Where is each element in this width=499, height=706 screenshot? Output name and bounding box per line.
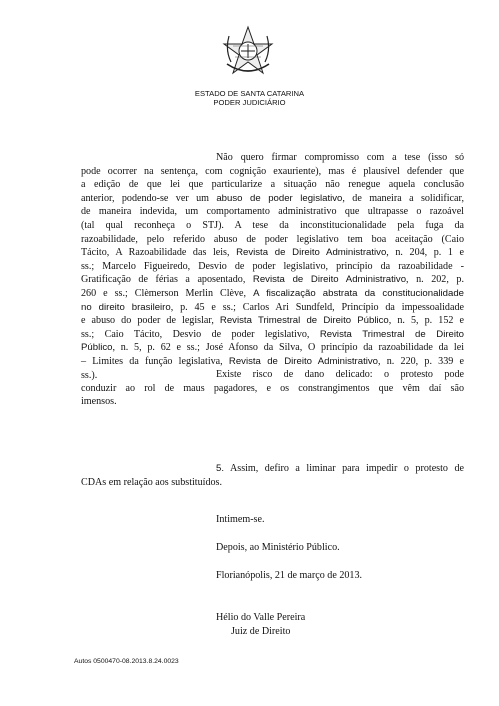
- paragraph-line: [81, 341, 464, 355]
- paragraph-line: [81, 233, 464, 247]
- paragraph-text: de maneira indevida, um comportamento administrativo que ultrapasse o razoável: [81, 206, 464, 218]
- paragraph-text: , p. 45 e ss.; Carlos Ari Sundfeld, Princípio da impessoalidade: [170, 301, 464, 313]
- paragraph-text: ss.).: [81, 369, 98, 381]
- paragraph-risk: [81, 368, 464, 409]
- case-number: Autos 0500470-08.2013.8.24.0023: [74, 658, 179, 665]
- paragraph-text: Não quero firmar compromisso com a tese (isso só: [216, 152, 464, 163]
- paragraph-line: [81, 314, 464, 328]
- citation-title: abuso de poder legislativo: [216, 192, 343, 204]
- paragraph-line: [81, 178, 464, 192]
- state-header: ESTADO DE SANTA CATARINA: [194, 89, 305, 98]
- citation-title: Revista de Direito Administrativo: [236, 247, 387, 259]
- paragraph-line: [81, 205, 464, 219]
- paragraph-text: e abuso do poder de legislar,: [81, 315, 220, 327]
- paragraph-line: [81, 219, 464, 233]
- place-date: Florianópolis, 21 de março de 2013.: [216, 570, 363, 581]
- paragraph-text: pode ocorrer na sentença, com cognição exauriente), mas é plausível defender que: [81, 165, 464, 177]
- branch-header: PODER JUDICIÁRIO: [213, 98, 286, 107]
- judge-title: Juiz de Direito: [231, 626, 291, 637]
- paragraph-text: anterior, podendo-se ver um: [81, 192, 217, 204]
- paragraph-line: [81, 165, 464, 179]
- paragraph-line: [81, 151, 464, 165]
- paragraph-line: Existe risco de dano delicado: o protesto pode: [216, 369, 464, 380]
- paragraph-text: 260 e ss.; Clèmerson Merlin Clève,: [81, 287, 254, 299]
- item-number: 5.: [216, 463, 225, 474]
- judge-name: Hélio do Valle Pereira: [216, 612, 306, 623]
- citation-title: Revista de Direito Administrativo: [252, 274, 407, 286]
- citation-title: A fiscalização abstrata da constitucionalidade: [253, 287, 465, 299]
- citation-title: Revista Trimestral de Direito: [319, 328, 464, 340]
- paragraph-line: [81, 355, 464, 369]
- paragraph-text: , n. 5, p. 62 e ss.; José Afonso da Silva, O princípio da razoabilidade da lei: [112, 342, 464, 354]
- citation-title: Revista de Direito Administrativo: [228, 355, 379, 367]
- paragraph-argument: [81, 151, 464, 382]
- paragraph-text: a edição de que lei que particularize a situação não renegue aquela conclusão: [81, 179, 464, 191]
- paragraph-line: [81, 273, 464, 287]
- paragraph-line: [81, 246, 464, 260]
- paragraph-text: , de maneira a solidificar,: [342, 192, 464, 204]
- paragraph-line: [81, 192, 464, 206]
- intimation-text: Intimem-se.: [216, 514, 265, 525]
- paragraph-text: Tácito, A Razoabilidade das leis,: [81, 247, 237, 259]
- paragraph-text: , n. 5, p. 152 e: [388, 315, 464, 327]
- paragraph-line: [81, 287, 464, 301]
- paragraph-line: imensos.: [81, 396, 117, 408]
- paragraph-text: ss.; Marcelo Figueiredo, Desvio de poder legislativo, princípio da razoabilidade -: [81, 260, 464, 272]
- paragraph-text: razoabilidade, pelo referido abuso de poder legislativo tem boa aceitação (Caio: [81, 233, 464, 245]
- paragraph-line: CDAs em relação aos substituídos.: [81, 476, 223, 488]
- paragraph-text: , n. 204, p. 1 e: [386, 247, 464, 259]
- paragraph-line: [81, 301, 464, 315]
- paragraph-text: (tal qual reconheça o STJ). A tese da inconstitucionalidade pela fuga da: [81, 219, 464, 231]
- paragraph-line: conduzir ao rol de maus pagadores, e os constrangimentos que vêm daí são: [81, 382, 464, 394]
- paragraph-text: ss.; Caio Tácito, Desvio de poder legislativo,: [81, 328, 320, 340]
- paragraph-line: 5. Assim, defiro a liminar para impedir o protesto de: [216, 463, 464, 474]
- state-seal-icon: [221, 24, 275, 78]
- citation-title: no direito brasileiro: [81, 301, 171, 313]
- paragraph-text: , n. 202, p.: [406, 274, 464, 286]
- paragraph-line: [81, 260, 464, 274]
- paragraph-text: , n. 220, p. 339 e: [378, 355, 464, 367]
- citation-title: Revista Trimestral de Direito Público: [219, 315, 389, 327]
- paragraph-line: [81, 328, 464, 342]
- citation-title: Público: [81, 342, 113, 354]
- paragraph-text: – Limites da função legislativa,: [81, 355, 229, 367]
- referral-text: Depois, ao Ministério Público.: [216, 542, 340, 553]
- paragraph-decision: [81, 462, 464, 489]
- paragraph-text: Gratificação de férias a aposentado,: [81, 274, 253, 286]
